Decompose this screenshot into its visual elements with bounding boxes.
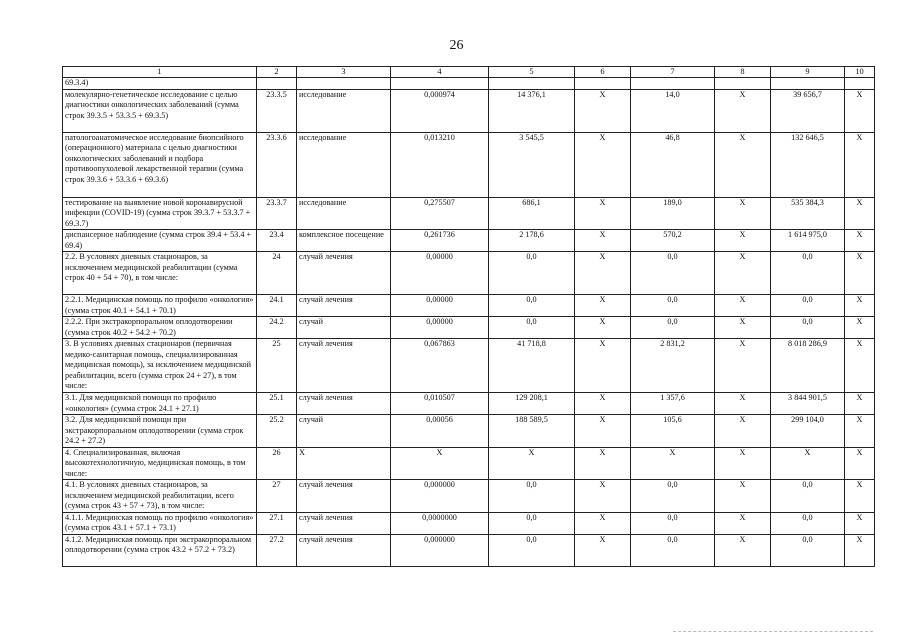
cell-col8: X	[715, 393, 771, 415]
cell-col7: 189,0	[631, 197, 715, 230]
cell-col10: X	[845, 339, 875, 393]
cell-row-label: 4.1. В условиях дневных стационаров, за исключением медицинской реабилитации, всего (сумма строк 43 + 57 + 73), в том числе:	[63, 480, 257, 513]
cell-unit: случай лечения	[297, 339, 391, 393]
cell-row-code: 24	[257, 252, 297, 295]
cell-col10: X	[845, 393, 875, 415]
cell-cost-value: 14 376,1	[489, 89, 575, 132]
cell-row-label: 4.1.1. Медицинская помощь по профилю «онкология» (сумма строк 43.1 + 57.1 + 73.1)	[63, 512, 257, 534]
cell-col10: X	[845, 89, 875, 132]
cell-row-label: молекулярно-генетическое исследование с целью диагностики онкологических заболеваний (сумма строк 39.3.5 + 53.3.5 + 69.3.5)	[63, 89, 257, 132]
cell-norm-value: 0,010507	[391, 393, 489, 415]
table-row	[63, 197, 875, 230]
cell-col10	[845, 78, 875, 90]
cell-col10: X	[845, 295, 875, 317]
cell-col7: X	[631, 447, 715, 480]
cell-col7: 46,8	[631, 132, 715, 197]
cell-col9: 0,0	[771, 534, 845, 566]
cell-col7: 105,6	[631, 415, 715, 448]
cell-col8: X	[715, 447, 771, 480]
table-row	[63, 317, 875, 339]
cell-row-label: тестирование на выявление новой коронавирусной инфекции (COVID-19) (сумма строк 39.3.7 + 53.3.7 + 69.3.7)	[63, 197, 257, 230]
cell-col6: X	[575, 339, 631, 393]
cell-unit: X	[297, 447, 391, 480]
cell-unit: комплексное посещение	[297, 230, 391, 252]
footer-line	[673, 631, 873, 632]
cell-col9: 0,0	[771, 295, 845, 317]
cell-col8: X	[715, 534, 771, 566]
cell-row-label: 3.1. Для медицинской помощи по профилю «онкология» (сумма строк 24.1 + 27.1)	[63, 393, 257, 415]
cell-col9: 132 646,5	[771, 132, 845, 197]
cell-unit: случай лечения	[297, 393, 391, 415]
cell-col10: X	[845, 415, 875, 448]
cell-norm-value: 0,261736	[391, 230, 489, 252]
cell-norm-value: 0,013210	[391, 132, 489, 197]
cell-col9: 535 384,3	[771, 197, 845, 230]
cell-col9: 0,0	[771, 252, 845, 295]
cell-col9: X	[771, 447, 845, 480]
cell-row-label: 3.2. Для медицинской помощи при экстракорпоральном оплодотворении (сумма строк 24.2 + 27.2)	[63, 415, 257, 448]
cell-unit: исследование	[297, 89, 391, 132]
header-cell: 2	[257, 67, 297, 78]
table-row	[63, 480, 875, 513]
header-cell: 8	[715, 67, 771, 78]
cell-col10: X	[845, 230, 875, 252]
cell-row-code: 25	[257, 339, 297, 393]
cell-norm-value: 0,067863	[391, 339, 489, 393]
cell-col8: X	[715, 512, 771, 534]
cell-row-code: 26	[257, 447, 297, 480]
data-table	[62, 66, 875, 567]
header-cell: 10	[845, 67, 875, 78]
cell-unit	[297, 78, 391, 90]
cell-row-code: 27.2	[257, 534, 297, 566]
cell-col9: 0,0	[771, 317, 845, 339]
cell-col10: X	[845, 132, 875, 197]
cell-cost-value: 0,0	[489, 480, 575, 513]
cell-col9: 0,0	[771, 512, 845, 534]
cell-cost-value: 3 545,5	[489, 132, 575, 197]
cell-cost-value: 0,0	[489, 295, 575, 317]
header-cell: 7	[631, 67, 715, 78]
cell-row-code: 27.1	[257, 512, 297, 534]
cell-col8: X	[715, 317, 771, 339]
cell-row-label: 2.2.2. При экстракорпоральном оплодотворении (сумма строк 40.2 + 54.2 + 70.2)	[63, 317, 257, 339]
table-row	[63, 534, 875, 566]
cell-cost-value: 686,1	[489, 197, 575, 230]
header-cell: 4	[391, 67, 489, 78]
cell-norm-value: 0,000974	[391, 89, 489, 132]
cell-col9: 1 614 975,0	[771, 230, 845, 252]
cell-col7: 0,0	[631, 480, 715, 513]
cell-row-code: 23.3.6	[257, 132, 297, 197]
cell-col10: X	[845, 480, 875, 513]
cell-norm-value	[391, 78, 489, 90]
cell-col8: X	[715, 132, 771, 197]
cell-col6: X	[575, 295, 631, 317]
cell-col7: 0,0	[631, 534, 715, 566]
cell-norm-value: 0,0000000	[391, 512, 489, 534]
cell-col6: X	[575, 132, 631, 197]
cell-unit: случай лечения	[297, 252, 391, 295]
table-row	[63, 339, 875, 393]
cell-row-code: 23.3.5	[257, 89, 297, 132]
cell-row-label: 4.1.2. Медицинская помощь при экстракорпоральном оплодотворении (сумма строк 43.2 + 57.2 + 73.2)	[63, 534, 257, 566]
cell-col9: 299 104,0	[771, 415, 845, 448]
cell-cost-value: 41 718,8	[489, 339, 575, 393]
cell-cost-value: 129 208,1	[489, 393, 575, 415]
cell-col8: X	[715, 230, 771, 252]
header-cell: 5	[489, 67, 575, 78]
cell-unit: случай лечения	[297, 534, 391, 566]
cell-row-label: 69.3.4)	[63, 78, 257, 90]
cell-norm-value: X	[391, 447, 489, 480]
cell-unit: случай лечения	[297, 480, 391, 513]
cell-unit: случай лечения	[297, 295, 391, 317]
table-row	[63, 447, 875, 480]
header-cell: 3	[297, 67, 391, 78]
table-row	[63, 415, 875, 448]
table-row	[63, 230, 875, 252]
cell-col8: X	[715, 197, 771, 230]
cell-row-code	[257, 78, 297, 90]
cell-cost-value: 2 178,6	[489, 230, 575, 252]
cell-col6: X	[575, 197, 631, 230]
cell-col6: X	[575, 480, 631, 513]
cell-col6: X	[575, 230, 631, 252]
cell-row-code: 24.2	[257, 317, 297, 339]
page-number: 26	[449, 38, 464, 53]
cell-col10: X	[845, 317, 875, 339]
table-row	[63, 132, 875, 197]
cell-col6	[575, 78, 631, 90]
cell-col7: 1 357,6	[631, 393, 715, 415]
cell-col6: X	[575, 447, 631, 480]
cell-norm-value: 0,000000	[391, 480, 489, 513]
cell-col7: 0,0	[631, 252, 715, 295]
cell-unit: случай	[297, 415, 391, 448]
cell-col7: 14,0	[631, 89, 715, 132]
cell-unit: случай	[297, 317, 391, 339]
cell-col7	[631, 78, 715, 90]
cell-cost-value: 0,0	[489, 512, 575, 534]
cell-col10: X	[845, 252, 875, 295]
cell-unit: исследование	[297, 132, 391, 197]
table-row	[63, 78, 875, 90]
cell-norm-value: 0,00000	[391, 317, 489, 339]
table-row	[63, 252, 875, 295]
cell-col9: 0,0	[771, 480, 845, 513]
cell-col7: 2 831,2	[631, 339, 715, 393]
cell-col10: X	[845, 534, 875, 566]
cell-col6: X	[575, 415, 631, 448]
cell-row-code: 27	[257, 480, 297, 513]
cell-col8: X	[715, 252, 771, 295]
header-cell: 1	[63, 67, 257, 78]
cell-col10: X	[845, 512, 875, 534]
cell-row-code: 24.1	[257, 295, 297, 317]
cell-col8: X	[715, 295, 771, 317]
cell-row-label: патологоанатомическое исследование биопсийного (операционного) материала с целью диагностики онкологических заболеваний и подбора противоопухолевой лекарственной терапии (сумма строк 39.3.6 + 53.3.6 + 69.3.6)	[63, 132, 257, 197]
cell-col6: X	[575, 252, 631, 295]
table-row	[63, 89, 875, 132]
cell-norm-value: 0,00056	[391, 415, 489, 448]
cell-unit: случай лечения	[297, 512, 391, 534]
cell-col6: X	[575, 89, 631, 132]
cell-unit: исследование	[297, 197, 391, 230]
cell-col7: 0,0	[631, 512, 715, 534]
table-row	[63, 393, 875, 415]
cell-row-label: 2.2.1. Медицинская помощь по профилю «онкология» (сумма строк 40.1 + 54.1 + 70.1)	[63, 295, 257, 317]
cell-col10: X	[845, 197, 875, 230]
table-row	[63, 295, 875, 317]
cell-col6: X	[575, 512, 631, 534]
cell-col8: X	[715, 415, 771, 448]
cell-row-code: 25.2	[257, 415, 297, 448]
cell-row-code: 23.3.7	[257, 197, 297, 230]
table-row	[63, 512, 875, 534]
header-cell: 6	[575, 67, 631, 78]
cell-col8: X	[715, 339, 771, 393]
cell-row-label: диспансерное наблюдение (сумма строк 39.4 + 53.4 + 69.4)	[63, 230, 257, 252]
cell-row-label: 2.2. В условиях дневных стационаров, за исключением медицинской реабилитации (сумма строк 40 + 54 + 70), в том числе:	[63, 252, 257, 295]
cell-row-code: 23.4	[257, 230, 297, 252]
cell-row-label: 4. Специализированная, включая высокотехнологичную, медицинская помощь, в том числе:	[63, 447, 257, 480]
cell-col6: X	[575, 534, 631, 566]
cell-cost-value: X	[489, 447, 575, 480]
cell-norm-value: 0,00000	[391, 295, 489, 317]
cell-col6: X	[575, 317, 631, 339]
cell-col8: X	[715, 480, 771, 513]
cell-norm-value: 0,275507	[391, 197, 489, 230]
cell-cost-value: 0,0	[489, 534, 575, 566]
cell-row-code: 25.1	[257, 393, 297, 415]
cell-col9	[771, 78, 845, 90]
cell-col8: X	[715, 89, 771, 132]
header-cell: 9	[771, 67, 845, 78]
cell-cost-value	[489, 78, 575, 90]
cell-col8	[715, 78, 771, 90]
cell-col9: 8 018 286,9	[771, 339, 845, 393]
cell-cost-value: 0,0	[489, 317, 575, 339]
cell-norm-value: 0,00000	[391, 252, 489, 295]
cell-col7: 570,2	[631, 230, 715, 252]
cell-cost-value: 188 589,5	[489, 415, 575, 448]
cell-col6: X	[575, 393, 631, 415]
cell-cost-value: 0,0	[489, 252, 575, 295]
cell-col9: 3 844 901,5	[771, 393, 845, 415]
cell-row-label: 3. В условиях дневных стационаров (первичная медико-санитарная помощь, специализированная медицинская помощь), за исключением медицинской реабилитации, всего (сумма строк 24 + 27), в том числе:	[63, 339, 257, 393]
cell-col9: 39 656,7	[771, 89, 845, 132]
header-row	[63, 67, 875, 78]
cell-norm-value: 0,000000	[391, 534, 489, 566]
cell-col7: 0,0	[631, 317, 715, 339]
cell-col10: X	[845, 447, 875, 480]
cell-col7: 0,0	[631, 295, 715, 317]
